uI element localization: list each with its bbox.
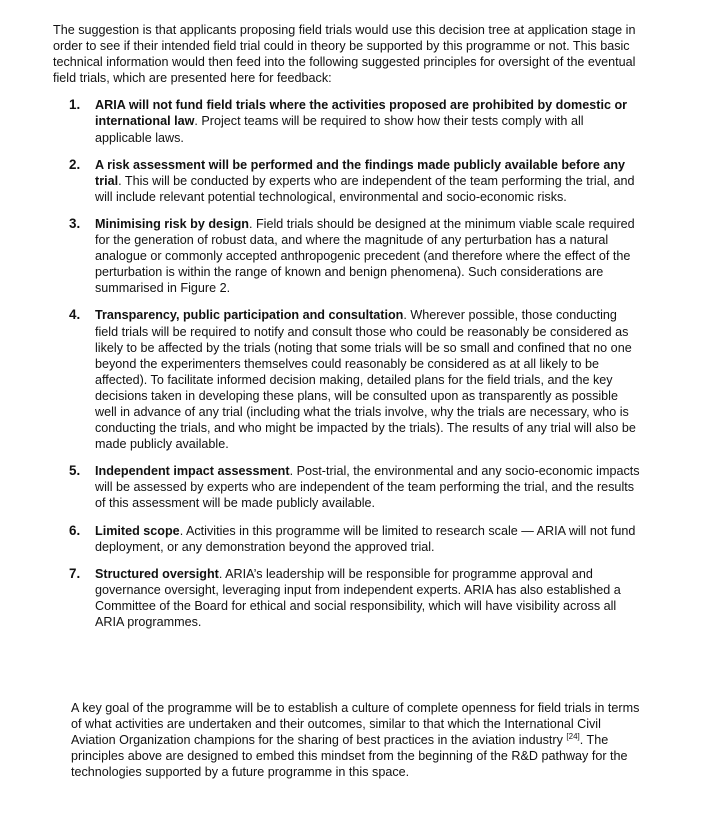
principle-number: 6. [69,522,81,538]
intro-paragraph: The suggestion is that applicants proposing field trials would use this decision tree at application stage in order to see if their intended field trial could in theory be supported by this programme or not. This basic technical information would then feed into the following suggested principles for oversight of the eventual field trials, which are presented here for feedback: [53,23,636,86]
document-page [53,22,643,641]
principle-title: Structured oversight [95,566,219,581]
principle-number: 7. [69,565,81,581]
principle-number: 1. [69,97,81,113]
principle-title: Minimising risk by design [95,216,249,231]
principle-number: 4. [69,307,81,323]
principle-body: . Project teams will be required to show how their tests comply with all applicable laws. [95,114,584,145]
principle-body: . Activities in this programme will be limited to research scale — ARIA will not fund deployment, or any demonstration beyond the approved trial. [95,523,636,554]
principle-body: . Post-trial, the environmental and any socio-economic impacts will be assessed by experts who are independent of the team performing the trial, and the results of this assessment will be made publicly available. [95,464,640,511]
principle-item-4 [53,307,643,452]
principle-title: Independent impact assessment [95,464,290,479]
closing-text-continued: . The principles above are designed to embed this mindset from the beginning of the R&D pathway for the technologies supported by a future programme in this space. [71,733,628,780]
closing-paragraph [71,700,641,780]
principle-body: . This will be conducted by experts who are independent of the team performing the trial, and will include relevant potential technological, environmental and socio-economic risks. [95,173,635,204]
principle-title: A risk assessment will be performed and the findings made publicly available before any trial [95,157,626,188]
principle-body: . Wherever possible, those conducting field trials will be required to notify and consult those who could be reasonably be considered as likely to be affected by the trials (noting that some trials will be so small and confined that no one beyond the experimenters themselves could reasonably be considered as at all likely to be affected). To facilitate informed decision making, detailed plans for the field trials, and the key decisions taken in developing these plans, will be consulted upon as transparently as possible well in advance of any trial (including what the trials involve, why the trials are necessary, who is conducting the trials, and who might be impacted by the trials). The results of any trial will also be made publicly available. [95,308,636,452]
principle-title: Transparency, public participation and consultation [95,308,404,323]
closing-text: A key goal of the programme will be to establish a culture of complete openness for field trials in terms of what activities are undertaken and their outcomes, similar to that which the International Civil Aviation Organization champions for the sharing of best practices in the aviation industry [71,701,640,748]
principle-title: ARIA will not fund field trials where the activities proposed are prohibited by domestic or international law [95,98,628,129]
principle-body: . Field trials should be designed at the minimum viable scale required for the generation of robust data, and where the magnitude of any perturbation has a natural analogue or commonly accepted anthropogenic precedent (and therefore where the effect of the perturbation is within the range of known and benign phenomena). Such considerations are summarised in Figure 2. [95,216,635,296]
principle-number: 5. [69,463,81,479]
principle-item-2 [53,157,643,205]
principle-item-3 [53,216,643,296]
citation-reference[interactable]: [24] [566,732,580,741]
principle-number: 3. [69,215,81,231]
principle-number: 2. [69,156,81,172]
principle-body: . ARIA’s leadership will be responsible for programme approval and governance oversight, leveraging input from independent experts. ARIA has also established a Committee of the Board for ethical and social responsibility, which will have visibility across all ARIA programmes. [95,566,621,629]
principle-item-1 [53,97,643,145]
principle-item-5 [53,463,643,511]
principle-item-7 [53,566,643,630]
principle-title: Limited scope [95,523,180,538]
principles-list [53,97,643,630]
principle-item-6 [53,523,643,555]
